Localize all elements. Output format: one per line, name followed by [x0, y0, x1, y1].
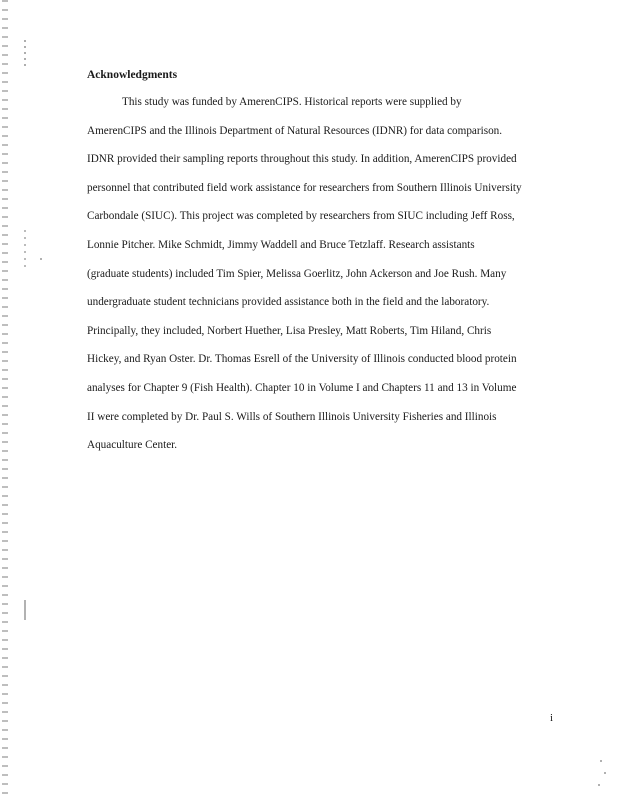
paragraph-line: AmerenCIPS and the Illinois Department of Natural Resources (IDNR) for data comparison.	[87, 124, 503, 137]
scan-mark-artifact	[24, 40, 26, 70]
paragraph-line: Hickey, and Ryan Oster. Dr. Thomas Esrell of the University of Illinois conducted blood protein	[87, 353, 517, 366]
paragraph-line: IDNR provided their sampling reports throughout this study. In addition, AmerenCIPS provided	[87, 153, 517, 166]
scan-edge-artifact	[2, 0, 8, 800]
scan-speck	[600, 760, 602, 762]
paragraph-line: Aquaculture Center.	[87, 439, 178, 452]
paragraph-line: This study was funded by AmerenCIPS. Historical reports were supplied by	[122, 96, 462, 108]
acknowledgments-paragraph	[87, 88, 557, 460]
paragraph-line: analyses for Chapter 9 (Fish Health). Chapter 10 in Volume I and Chapters 11 and 13 in Volume	[87, 381, 517, 394]
scan-speck	[604, 772, 606, 774]
scan-mark-artifact	[24, 230, 26, 270]
paragraph-line: Principally, they included, Norbert Huether, Lisa Presley, Matt Roberts, Tim Hiland, Chris	[87, 324, 492, 337]
paragraph-line: (graduate students) included Tim Spier, Melissa Goerlitz, John Ackerson and Joe Rush. Many	[87, 267, 507, 280]
paragraph-line: Lonnie Pitcher. Mike Schmidt, Jimmy Waddell and Bruce Tetzlaff. Research assistants	[87, 238, 475, 251]
paragraph-line: personnel that contributed field work assistance for researchers from Southern Illinois University	[87, 181, 522, 194]
scan-mark-artifact	[24, 600, 26, 620]
page-number: i	[550, 712, 554, 724]
paragraph-line: Carbondale (SIUC). This project was completed by researchers from SIUC including Jeff Ross,	[87, 210, 515, 223]
section-heading: Acknowledgments	[87, 69, 178, 81]
paragraph-line: II were completed by Dr. Paul S. Wills of Southern Illinois University Fisheries and Illinois	[87, 410, 497, 423]
paragraph-line: undergraduate student technicians provided assistance both in the field and the laboratory.	[87, 296, 490, 309]
scan-speck	[40, 258, 42, 260]
scan-speck	[598, 784, 600, 786]
